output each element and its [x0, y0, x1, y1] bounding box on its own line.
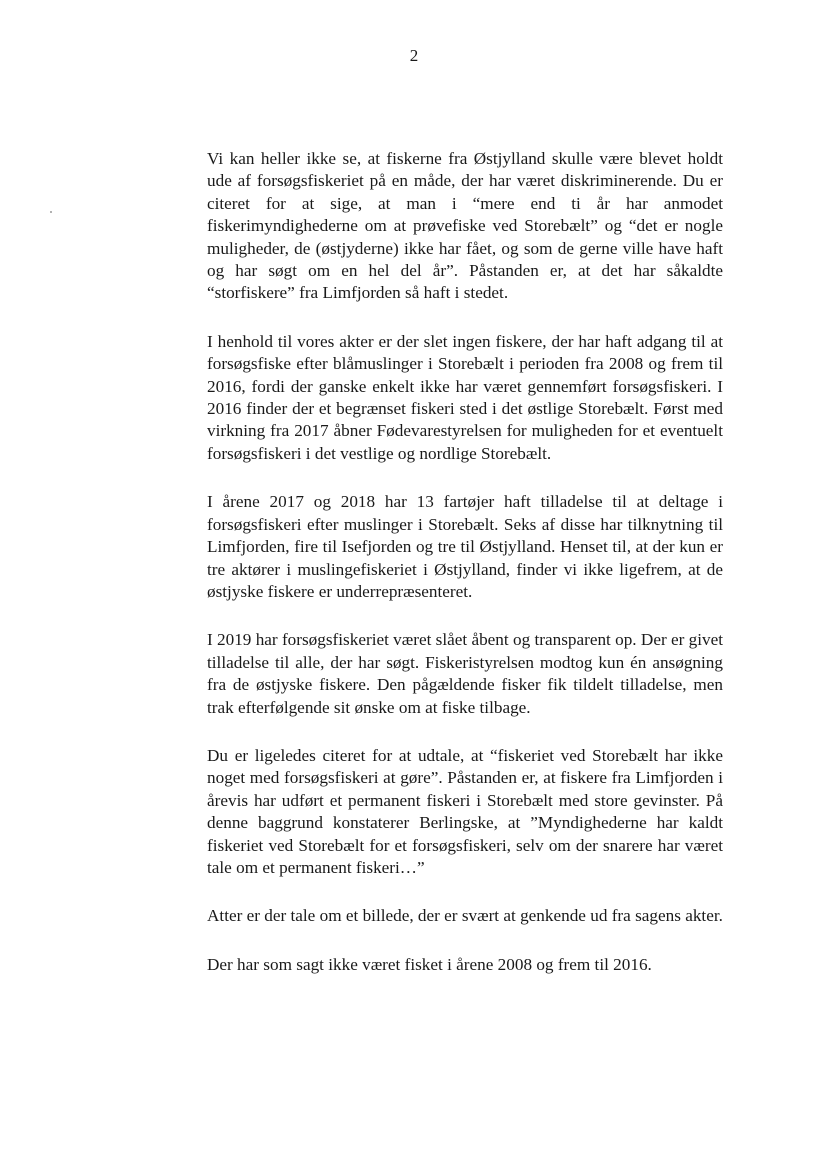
- paragraph-permanent-fishing-claim: Du er ligeledes citeret for at udtale, at “fiskeriet ved Storebælt har ikke noget med forsøgsfiskeri at gøre”. Påstanden er, at fiskere fra Limfjorden i årevis har udført et permanent fiskeri i Storebælt med store gevinster. På denne baggrund konstaterer Berlingske, at ”Myndighederne har kaldt fiskeriet ved Storebælt for et forsøgsfiskeri, selv om der snarere har været tale om et permanent fiskeri…”: [207, 745, 723, 877]
- page-number: 2: [409, 46, 419, 65]
- paragraph-permits-2017-2018: I årene 2017 og 2018 har 13 fartøjer haft tilladelse til at deltage i forsøgsfiskeri efter muslinger i Storebælt. Seks af disse har tilknytning til Limfjorden, fire til Isefjorden og tre til Østjylland. Henset til, at der kun er tre aktører i muslingefiskeriet i Østjylland, finder vi ikke ligefrem, at de østjyske fiskere er underrepræsenteret.: [207, 492, 723, 601]
- paragraph-open-call-2019: I 2019 har forsøgsfiskeriet været slået åbent og transparent op. Der er givet tilladelse til alle, der har søgt. Fiskeristyrelsen modtog kun én ansøgning fra de østjyske fiskere. Den pågældende fisker fik tildelt tilladelse, men trak efterfølgende sit ønske om at fiske tilbage.: [207, 630, 723, 717]
- paragraph-unrecognizable-picture: Atter er der tale om et billede, der er svært at genkende ud fra sagens akter.: [207, 906, 723, 926]
- paragraph-no-fishing-2008-2016: I henhold til vores akter er der slet ingen fiskere, der har haft adgang til at forsøgsfiske efter blåmuslinger i Storebælt i perioden fra 2008 og frem til 2016, fordi der ganske enkelt ikke har været gennemført forsøgsfiskeri. I 2016 finder der et begrænset fiskeri sted i det østlige Storebælt. Først med virkning fra 2017 åbner Fødevarestyrelsen for muligheden for et eventuelt forsøgsfiskeri i det vestlige og nordlige Storebælt.: [207, 331, 723, 463]
- scan-dot: [50, 211, 52, 213]
- paragraph-closing-statement: Der har som sagt ikke været fisket i årene 2008 og frem til 2016.: [207, 954, 652, 974]
- letter-body: [207, 148, 723, 976]
- paragraph-discrimination-claim: Vi kan heller ikke se, at fiskerne fra Østjylland skulle være blevet holdt ude af forsøgsfiskeriet på en måde, der har været diskriminerende. Du er citeret for at sige, at man i “mere end ti år har anmodet fiskerimyndighederne om at prøvefiske ved Storebælt” og “det er nogle muligheder, de (østjyderne) ikke har fået, og som de gerne ville have haft og har søgt om en hel del år”. Påstanden er, at det har såkaldte “storfiskere” fra Limfjorden så haft i stedet.: [207, 149, 723, 303]
